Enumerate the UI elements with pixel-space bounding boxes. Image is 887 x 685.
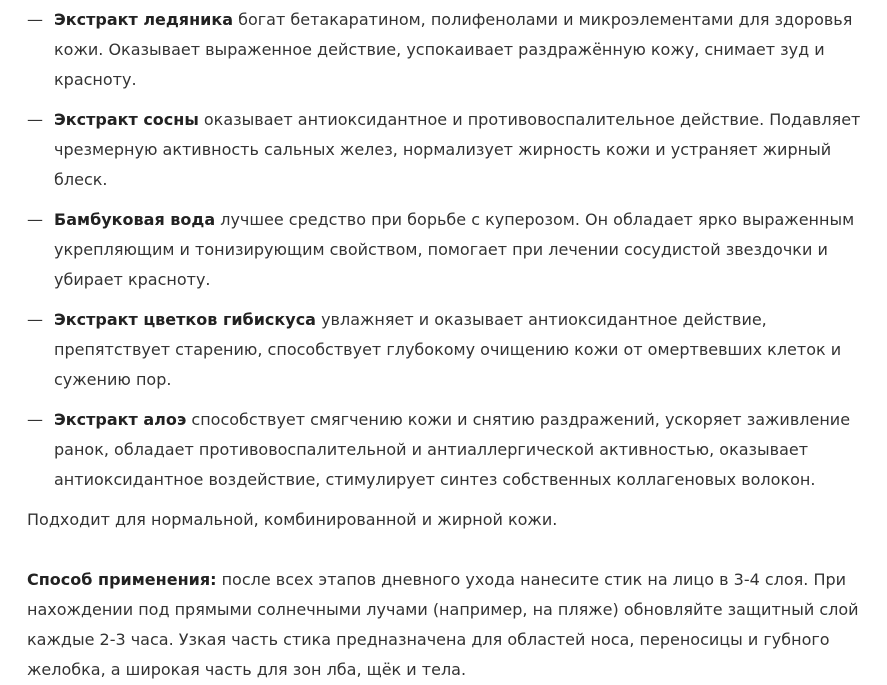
list-dash: — (27, 410, 43, 429)
usage-text: после всех этапов дневного ухода нанесите стик на лицо в 3-4 слоя. При нахождении под прямыми солнечными лучами (например, на пляже) обновляйте защитный слой каждые 2-3 часа. Узкая часть стика предназначена для областей носа, переносицы и губного желобка, а широкая часть для зон лба, щёк и тела. (27, 570, 859, 679)
ingredient-name: Экстракт сосны (54, 110, 199, 129)
list-dash: — (27, 210, 43, 229)
product-description (27, 5, 872, 685)
usage-label: Способ применения: (27, 570, 217, 589)
ingredient-list (27, 5, 872, 495)
ingredient-name: Экстракт ледяника (54, 10, 233, 29)
ingredient-item (27, 5, 872, 95)
list-dash: — (27, 10, 43, 29)
list-dash: — (27, 110, 43, 129)
ingredient-name: Бамбуковая вода (54, 210, 216, 229)
ingredient-description: способствует смягчению кожи и снятию раздражений, ускоряет заживление ранок, обладает противовоспалительной и антиаллергической активностью, оказывает антиоксидантное воздействие, стимулирует синтез собственных коллагеновых волокон. (54, 410, 851, 489)
ingredient-name: Экстракт цветков гибискуса (54, 310, 316, 329)
ingredient-item (27, 105, 872, 195)
ingredient-item (27, 205, 872, 295)
list-dash: — (27, 310, 43, 329)
ingredient-description: оказывает антиоксидантное и противовоспалительное действие. Подавляет чрезмерную активность сальных желез, нормализует жирность кожи и устраняет жирный блеск. (54, 110, 861, 189)
ingredient-item (27, 305, 872, 395)
ingredient-description: богат бетакаратином, полифенолами и микроэлементами для здоровья кожи. Оказывает выраженное действие, успокаивает раздражённую кожу, снимает зуд и красноту. (54, 10, 853, 89)
skin-type-text: Подходит для нормальной, комбинированной и жирной кожи. (27, 510, 558, 529)
ingredient-description: лучшее средство при борьбе с куперозом. Он обладает ярко выраженным укрепляющим и тонизирующим свойством, помогает при лечении сосудистой звездочки и убирает красноту. (54, 210, 855, 289)
ingredient-name: Экстракт алоэ (54, 410, 187, 429)
ingredient-item (27, 405, 872, 495)
usage-paragraph (27, 565, 872, 685)
ingredient-description: увлажняет и оказывает антиоксидантное действие, препятствует старению, способствует глубокому очищению кожи от омертвевших клеток и сужению пор. (54, 310, 842, 389)
